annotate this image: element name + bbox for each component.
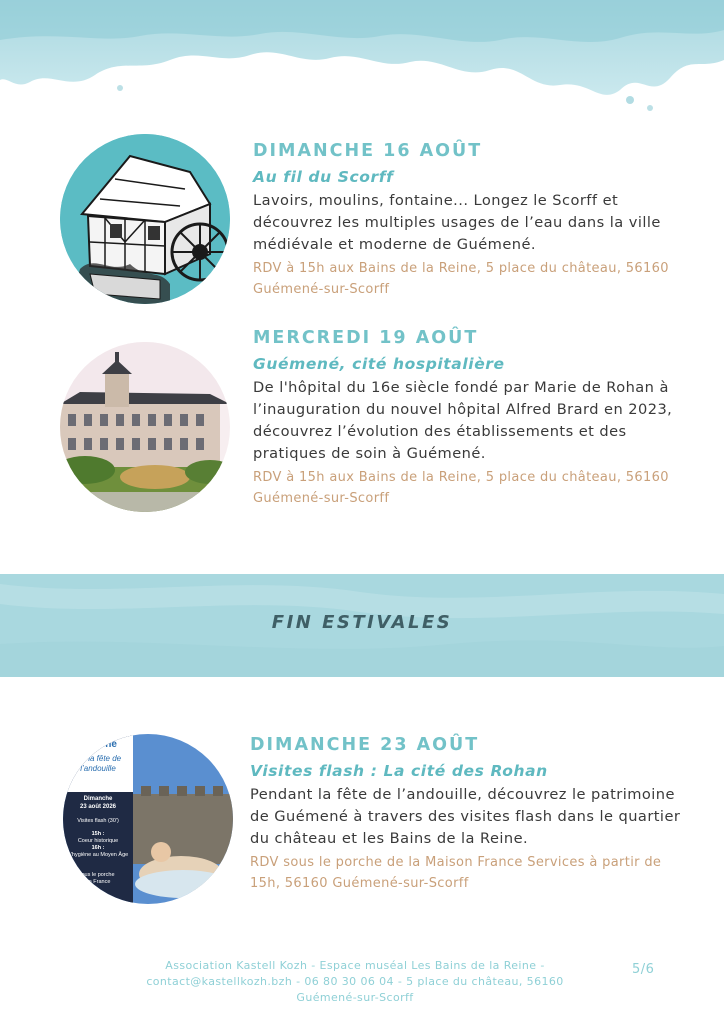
footer xyxy=(120,958,590,1006)
watermill-drawing-image xyxy=(60,134,230,304)
page-number: 5/6 xyxy=(632,962,655,977)
poster-date-value: 23 août 2026 xyxy=(79,804,117,810)
event-title: Au fil du Scorff xyxy=(253,168,394,186)
poster-time2: 16h : xyxy=(91,845,105,851)
event-description: Lavoirs, moulins, fontaine... Longez le Scorff et découvrez les multiples usages de l’eau dans la ville médiévale et moderne de Guémené. xyxy=(253,192,661,253)
poster-line1: ant la fête de xyxy=(74,754,122,763)
section-title: FIN ESTIVALES xyxy=(271,612,453,633)
poster-time1: 15h : xyxy=(91,831,105,837)
footer-contact: contact@kastellkozh.bzh - 06 80 30 06 04 - 5 place du château, 56160 xyxy=(146,975,564,988)
poster-text xyxy=(63,734,133,904)
visites-flash-poster-image xyxy=(63,734,233,904)
hospital-building-icon xyxy=(60,342,230,512)
poster-town: uéméné xyxy=(79,739,117,750)
event-date: DIMANCHE 16 AOÛT xyxy=(253,141,483,161)
hospital-building-image xyxy=(60,342,230,512)
event-title: Visites flash : La cité des Rohan xyxy=(250,762,548,780)
event-date: DIMANCHE 23 AOÛT xyxy=(250,735,480,755)
poster-date-label: Dimanche xyxy=(83,796,113,802)
footer-line-3: Guémené-sur-Scorff xyxy=(296,991,414,1004)
event-date: MERCREDI 19 AOÛT xyxy=(253,328,479,348)
event-meeting-point: RDV à 15h aux Bains de la Reine, 5 place du château, 56160 Guémené-sur-Scorff xyxy=(253,261,669,297)
top-watercolor-wash xyxy=(0,0,724,115)
poster-stop1: Coeur historique xyxy=(77,838,119,844)
event-meeting-point: RDV à 15h aux Bains de la Reine, 5 place du château, 56160 Guémené-sur-Scorff xyxy=(253,470,669,506)
footer-line-1: Association Kastell Kozh - Espace muséal Les Bains de la Reine - xyxy=(165,959,545,972)
event-title: Guémené, cité hospitalière xyxy=(253,355,505,373)
watermill-icon xyxy=(60,134,230,304)
event-description: Pendant la fête de l’andouille, découvrez le patrimoine de Guémené à travers des visites flash dans le quartier du château et les Bains de la Reine. xyxy=(250,786,681,847)
poster-rdv2: on France xyxy=(85,879,111,885)
poster-rdv1: ous le porche xyxy=(81,872,115,878)
poster-line2: l’andouille xyxy=(80,764,116,773)
event-meeting-point: RDV sous le porche de la Maison France Services à partir de 15h, 56160 Guémené-sur-Scorff xyxy=(250,855,662,891)
event-description: De l'hôpital du 16e siècle fondé par Marie de Rohan à l’inauguration du nouvel hôpital Alfred Brard en 2023, découvrez l’évolution des établissements et des pratiques de soin à Guémené. xyxy=(253,379,673,462)
poster-visits: Visites flash (30') xyxy=(77,818,119,824)
poster-stop2: L'hygiène au Moyen Âge xyxy=(67,852,129,858)
